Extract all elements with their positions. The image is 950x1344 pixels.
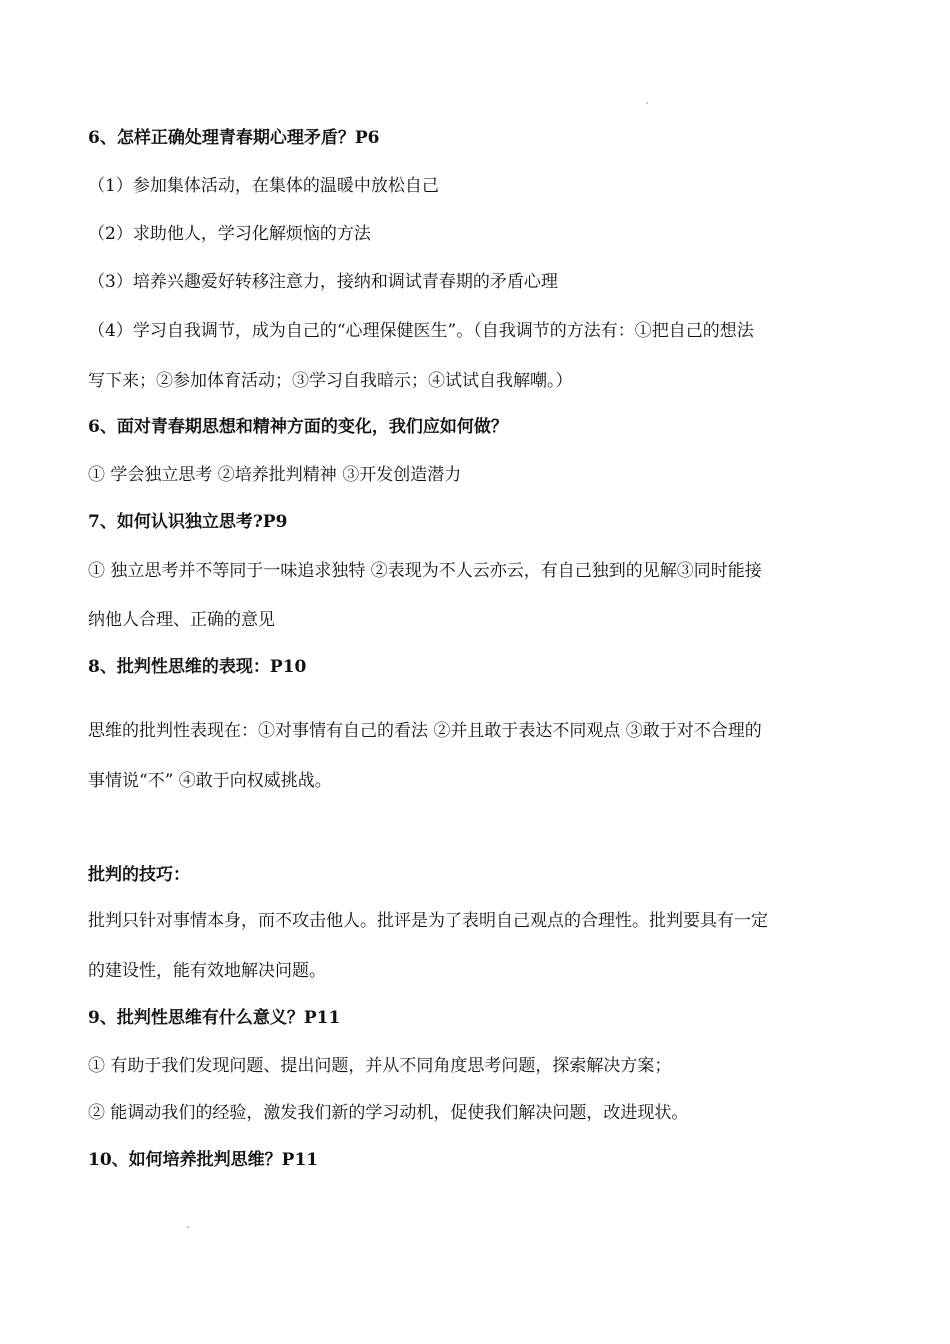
s6b-body: ① 学会独立思考 ②培养批判精神 ③开发创造潜力	[88, 465, 462, 485]
heading-s8: 8、批判性思维的表现：P10	[88, 657, 307, 677]
s6a-item-4-cont: 写下来；②参加体育活动；③学习自我暗示；④试试自我解嘲。）	[88, 371, 573, 391]
s6a-item-4: （4）学习自我调节，成为自己的“心理保健医生”。（自我调节的方法有：①把自己的想法	[88, 321, 754, 341]
heading-s7: 7、如何认识独立思考?P9	[88, 512, 288, 532]
s9-line-1: ① 有助于我们发现问题、提出问题，并从不同角度思考问题，探索解决方案；	[88, 1056, 672, 1076]
heading-s6a: 6、怎样正确处理青春期心理矛盾？P6	[88, 128, 380, 148]
s7-line-1: ① 独立思考并不等同于一味追求独特 ②表现为不人云亦云，有自己独到的见解③同时能接	[88, 561, 762, 581]
s8-line-2: 事情说“不” ④敢于向权威挑战。	[88, 771, 332, 791]
s9-line-2: ② 能调动我们的经验，激发我们新的学习动机，促使我们解决问题，改进现状。	[88, 1103, 689, 1123]
heading-s6b: 6、面对青春期思想和精神方面的变化，我们应如何做？	[88, 417, 508, 437]
scan-speck	[187, 1226, 189, 1228]
skills-line-1: 批判只针对事情本身，而不攻击他人。批评是为了表明自己观点的合理性。批判要具有一定	[88, 911, 768, 931]
s6a-item-1: （1）参加集体活动，在集体的温暖中放松自己	[88, 176, 439, 196]
s8-line-1: 思维的批判性表现在：①对事情有自己的看法 ②并且敢于表达不同观点 ③敢于对不合理的	[88, 721, 762, 741]
skills-line-2: 的建设性，能有效地解决问题。	[88, 961, 326, 981]
s7-line-2: 纳他人合理、正确的意见	[88, 610, 275, 630]
s6a-item-2: （2）求助他人，学习化解烦恼的方法	[88, 224, 371, 244]
scan-speck	[646, 102, 648, 104]
heading-skills: 批判的技巧：	[88, 865, 190, 885]
heading-s9: 9、批判性思维有什么意义？P11	[88, 1008, 341, 1028]
s6a-item-3: （3）培养兴趣爱好转移注意力，接纳和调试青春期的矛盾心理	[88, 272, 558, 292]
heading-s10: 10、如何培养批判思维？P11	[88, 1150, 319, 1170]
